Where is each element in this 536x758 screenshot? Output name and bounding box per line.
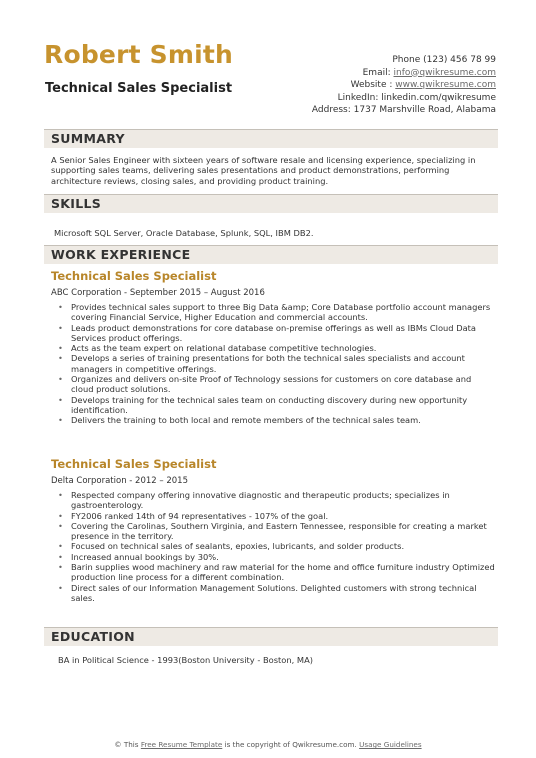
list-item: • FY2006 ranked 14th of 94 representatives - 107% of the goal. (58, 511, 496, 521)
linkedin-value: linkedin.com/qwikresume (381, 92, 496, 103)
contact-linkedin-row (312, 92, 496, 105)
contact-address-row (312, 104, 496, 117)
list-item: • Focused on technical sales of sealants, epoxies, lubricants, and solder products. (58, 541, 496, 551)
job-2-company-dates: Delta Corporation - 2012 – 2015 (51, 476, 188, 486)
skills-section-header (44, 194, 498, 213)
resume-header (44, 40, 496, 120)
address-label: Address: (311, 105, 351, 115)
contact-website-row (312, 79, 496, 92)
list-item: • Respected company offering innovative diagnostic and therapeutic products; specializes in gastroenterology. (58, 490, 496, 511)
list-item: • Acts as the team expert on relational database competitive technologies. (58, 343, 496, 353)
address-value: 1737 Marshville Road, Alabama (353, 105, 496, 115)
website-label: Website : (350, 80, 393, 90)
footer-prefix: © This (114, 740, 141, 749)
summary-heading: SUMMARY (51, 131, 125, 146)
education-heading: EDUCATION (51, 629, 135, 644)
list-item: • Barin supplies wood machinery and raw material for the home and office furniture industry Optimized production line process for a different combination. (58, 562, 496, 583)
usage-guidelines-link[interactable]: Usage Guidelines (359, 740, 422, 749)
list-item: • Increased annual bookings by 30%. (58, 552, 496, 562)
list-item: • Leads product demonstrations for core database on-premise offerings as well as IBMs Cloud Data Services product offerings. (58, 323, 496, 344)
email-link[interactable]: info@qwikresume.com (393, 67, 496, 78)
list-item: • Organizes and delivers on-site Proof of Technology sessions for customers on core database and cloud product solutions. (58, 374, 496, 395)
job-2-title: Technical Sales Specialist (51, 457, 217, 471)
job-1-company-dates: ABC Corporation - September 2015 – August 2016 (51, 288, 265, 298)
summary-text: A Senior Sales Engineer with sixteen years of software resale and licensing experience, specializing in supporting sales teams, delivering sales presentations and product demonstrations, performing architecture reviews, closing sales, and providing product training. (51, 155, 476, 186)
contact-block (312, 54, 496, 117)
list-item: • Delivers the training to both local and remote members of the technical sales team. (58, 415, 496, 425)
list-item: • Provides technical sales support to three Big Data &amp; Core Database portfolio account managers covering Financial Service, Higher Education and commercial accounts. (58, 302, 496, 323)
education-text: BA in Political Science - 1993(Boston University - Boston, MA) (58, 655, 313, 665)
list-item: • Develops a series of training presentations for both the technical sales specialists and account managers in competitive offerings. (58, 353, 496, 374)
work-experience-heading: WORK EXPERIENCE (51, 247, 191, 262)
linkedin-label: LinkedIn: (337, 92, 379, 103)
candidate-job-title: Technical Sales Specialist (45, 81, 233, 96)
skills-heading: SKILLS (51, 196, 102, 211)
list-item: • Direct sales of our Information Management Solutions. Delighted customers with strong technical sales. (58, 583, 496, 604)
job-2-bullet-list (58, 490, 496, 603)
phone-value: (123) 456 78 99 (423, 55, 496, 65)
free-resume-template-link[interactable]: Free Resume Template (140, 740, 223, 749)
candidate-name: Robert Smith (44, 40, 234, 69)
list-item: • Covering the Carolinas, Southern Virginia, and Eastern Tennessee, responsible for creating a market presence in the territory. (58, 521, 496, 542)
contact-email-row (312, 67, 496, 80)
footer-copyright-text: is the copyright of Qwikresume.com. (222, 740, 360, 749)
education-section-header (44, 627, 498, 646)
contact-phone-row (312, 54, 496, 67)
phone-label: Phone (392, 55, 421, 65)
summary-section-header (44, 129, 498, 148)
skills-text: Microsoft SQL Server, Oracle Database, Splunk, SQL, IBM DB2. (54, 228, 314, 238)
email-label: Email: (362, 67, 391, 78)
list-item: • Develops training for the technical sales team on conducting discovery during new opportunity identification. (58, 395, 496, 416)
website-link[interactable]: www.qwikresume.com (395, 80, 496, 90)
page-footer (0, 740, 536, 749)
work-experience-section-header (44, 245, 498, 264)
job-1-bullet-list (58, 302, 496, 426)
job-1-title: Technical Sales Specialist (51, 269, 217, 283)
